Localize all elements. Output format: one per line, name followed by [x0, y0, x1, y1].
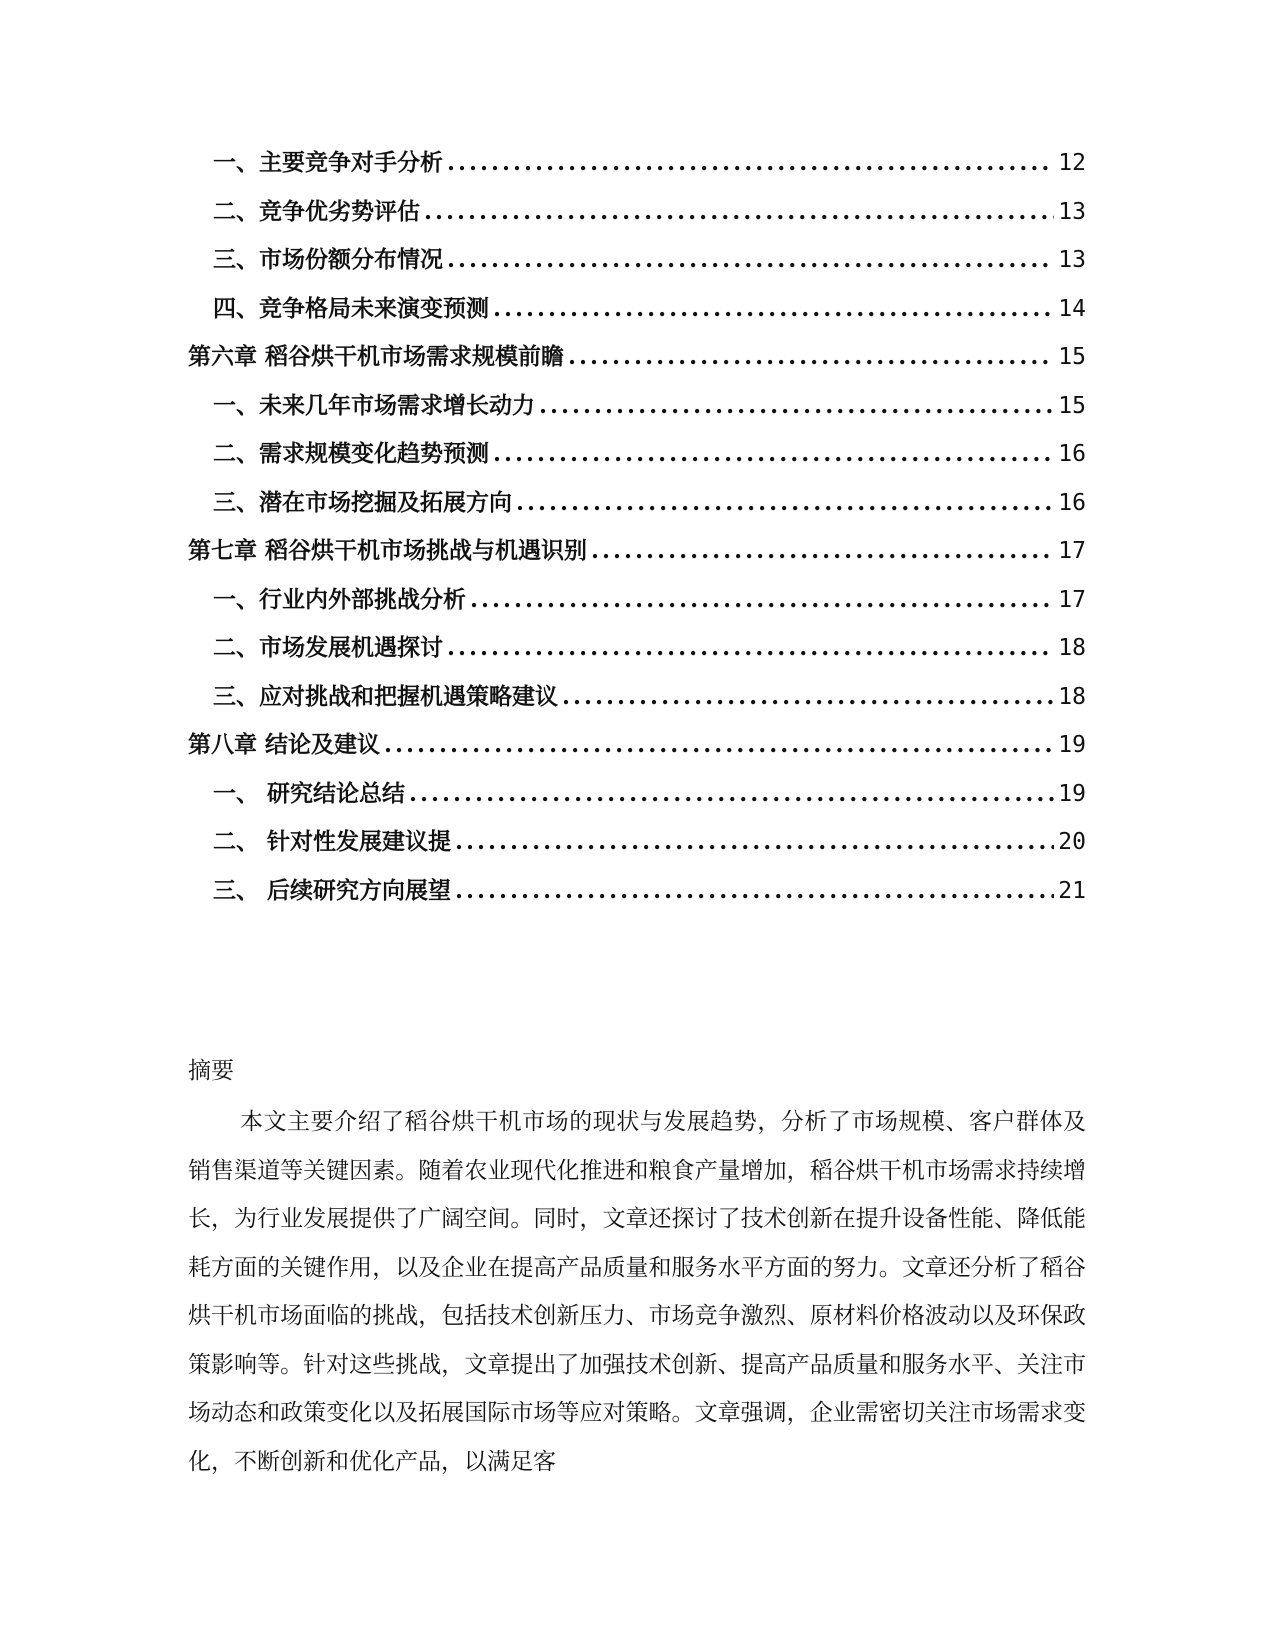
toc-page-number: 16	[1058, 441, 1086, 467]
toc-leader-dots	[409, 780, 1054, 807]
toc-entry[interactable]	[188, 775, 1086, 824]
toc-page-number: 18	[1058, 683, 1086, 710]
toc-chapter-entry[interactable]	[188, 532, 1086, 581]
toc-leader-dots	[539, 392, 1054, 419]
toc-entry-label: 一、未来几年市场需求增长动力	[213, 391, 535, 419]
toc-leader-dots	[384, 731, 1054, 758]
toc-leader-dots	[591, 537, 1054, 564]
toc-page-number: 17	[1058, 538, 1086, 564]
toc-chapter-entry[interactable]	[188, 338, 1086, 387]
toc-page-number: 19	[1058, 780, 1086, 807]
toc-page-number: 19	[1058, 732, 1086, 758]
toc-leader-dots	[447, 149, 1054, 176]
toc-entry[interactable]	[188, 823, 1086, 872]
toc-entry-label: 三、应对挑战和把握机遇策略建议	[213, 682, 558, 710]
toc-entry[interactable]	[188, 435, 1086, 484]
toc-entry[interactable]	[188, 144, 1086, 193]
toc-entry-label: 二、 针对性发展建议提	[213, 828, 452, 855]
toc-entry-label: 第八章 结论及建议	[188, 731, 381, 758]
toc-entry[interactable]	[188, 241, 1086, 290]
toc-entry-label: 一、主要竞争对手分析	[213, 149, 443, 176]
toc-entry-label: 第六章 稻谷烘干机市场需求规模前瞻	[188, 343, 565, 370]
toc-page-number: 13	[1058, 198, 1086, 225]
toc-leader-dots	[493, 295, 1054, 322]
toc-page-number: 13	[1058, 247, 1086, 273]
toc-entry[interactable]	[188, 678, 1086, 727]
toc-entry-label: 一、 研究结论总结	[213, 779, 406, 807]
toc-entry[interactable]	[188, 290, 1086, 339]
toc-page-number: 17	[1058, 586, 1086, 613]
toc-leader-dots	[447, 246, 1054, 273]
toc-entry-label: 二、需求规模变化趋势预测	[213, 440, 489, 467]
toc-leader-dots	[562, 683, 1054, 710]
toc-entry-label: 三、 后续研究方向展望	[213, 876, 452, 904]
toc-entry-label: 二、市场发展机遇探讨	[213, 634, 443, 661]
toc-entry[interactable]	[188, 629, 1086, 678]
abstract-body: 本文主要介绍了稻谷烘干机市场的现状与发展趋势，分析了市场规模、客户群体及销售渠道等关键因素。随着农业现代化推进和粮食产量增加，稻谷烘干机市场需求持续增长，为行业发展提供了广阔空间。同时，文章还探讨了技术创新在提升设备性能、降低能耗方面的关键作用，以及企业在提高产品质量和服务水平方面的努力。文章还分析了稻谷烘干机市场面临的挑战，包括技术创新压力、市场竞争激烈、原材料价格波动以及环保政策影响等。针对这些挑战，文章提出了加强技术创新、提高产品质量和服务水平、关注市场动态和政策变化以及拓展国际市场等应对策略。文章强调，企业需密切关注市场需求变化，不断创新和优化产品，以满足客	[188, 1109, 1086, 1475]
abstract-heading: 摘要	[188, 1058, 234, 1084]
toc-leader-dots	[455, 828, 1054, 855]
toc-page-number: 21	[1058, 877, 1086, 904]
toc-entry-label: 一、行业内外部挑战分析	[213, 585, 466, 613]
toc-page-number: 15	[1058, 344, 1086, 370]
toc-leader-dots	[516, 489, 1054, 516]
toc-page-number: 20	[1058, 829, 1086, 855]
toc-page-number: 16	[1058, 489, 1086, 516]
toc-entry-label: 三、潜在市场挖掘及拓展方向	[213, 488, 512, 516]
toc-entry-label: 三、市场份额分布情况	[213, 246, 443, 273]
toc-leader-dots	[447, 634, 1054, 661]
toc-entry-label: 第七章 稻谷烘干机市场挑战与机遇识别	[188, 537, 588, 564]
toc-entry[interactable]	[188, 872, 1086, 921]
toc-page-number: 14	[1058, 295, 1086, 322]
toc-entry[interactable]	[188, 387, 1086, 436]
toc-entry[interactable]	[188, 581, 1086, 630]
toc-leader-dots	[424, 198, 1054, 225]
toc-chapter-entry[interactable]	[188, 726, 1086, 775]
toc-entry[interactable]	[188, 484, 1086, 533]
toc-entry-label: 四、竞争格局未来演变预测	[213, 294, 489, 322]
toc-leader-dots	[493, 440, 1054, 467]
table-of-contents	[188, 144, 1086, 920]
toc-page-number: 18	[1058, 635, 1086, 661]
toc-leader-dots	[568, 343, 1054, 370]
toc-entry[interactable]	[188, 193, 1086, 242]
toc-page-number: 12	[1058, 150, 1086, 176]
toc-leader-dots	[470, 586, 1054, 613]
toc-leader-dots	[455, 877, 1054, 904]
toc-page-number: 15	[1058, 392, 1086, 419]
toc-entry-label: 二、竞争优劣势评估	[213, 197, 420, 225]
